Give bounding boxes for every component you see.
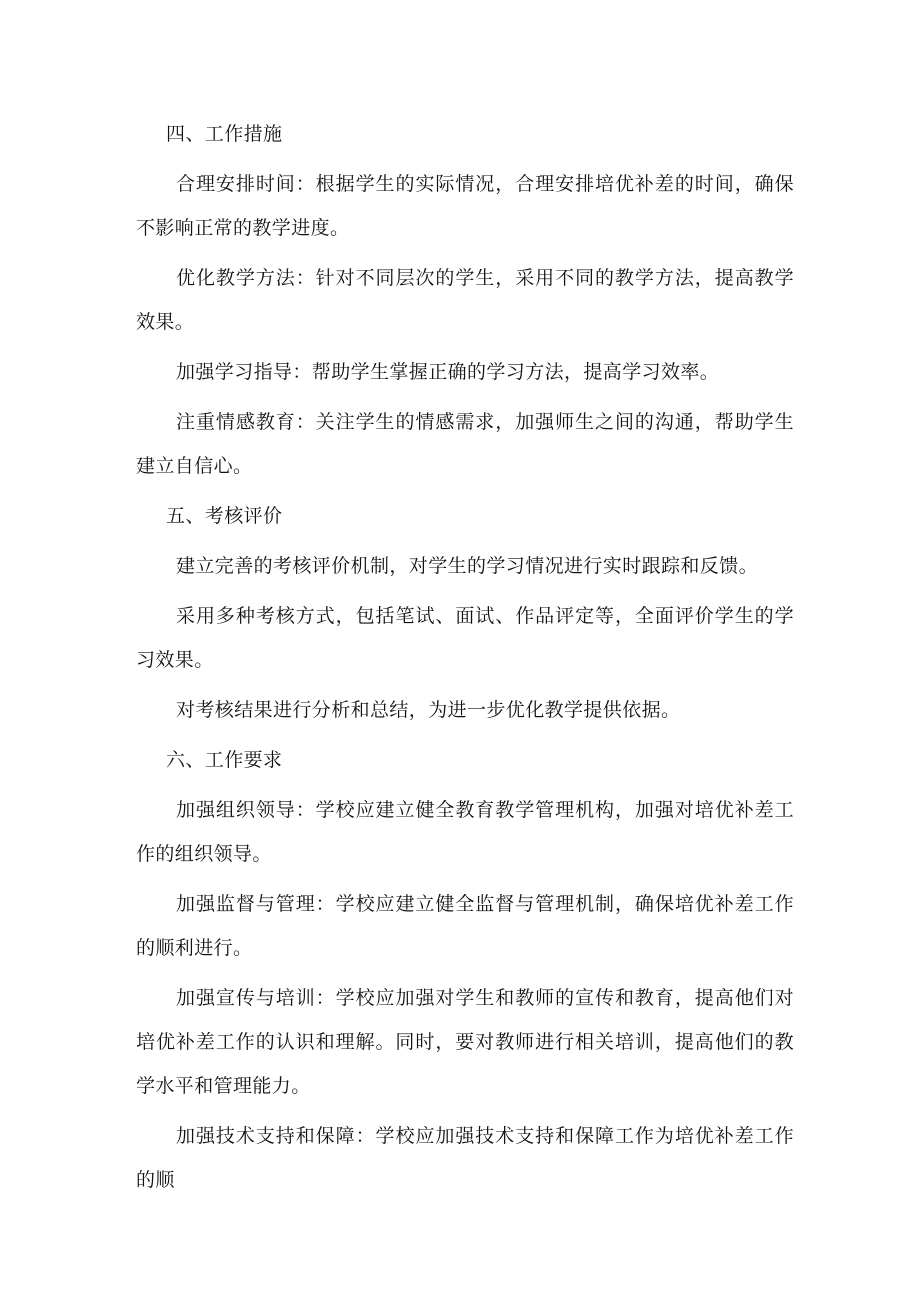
paragraph-assessment-mechanism: 建立完善的考核评价机制，对学生的学习情况进行实时跟踪和反馈。 (176, 555, 759, 577)
section-heading-assessment: 五、考核评价 (166, 505, 283, 527)
paragraph-learning-guidance: 加强学习指导：帮助学生掌握正确的学习方法，提高学习效率。 (176, 361, 720, 383)
section-heading-work-measures: 四、工作措施 (166, 123, 283, 145)
paragraph-teaching-methods: 优化教学方法：针对不同层次的学生，采用不同的教学方法，提高教学效果。 (136, 267, 794, 333)
paragraph-supervision-management: 加强监督与管理：学校应建立健全监督与管理机制，确保培优补差工作的顺利进行。 (136, 893, 794, 959)
paragraph-time-arrangement: 合理安排时间：根据学生的实际情况，合理安排培优补差的时间，确保不影响正常的教学进度。 (136, 173, 794, 239)
paragraph-assessment-analysis: 对考核结果进行分析和总结，为进一步优化教学提供依据。 (176, 699, 681, 721)
document-body (136, 112, 794, 1208)
paragraph-assessment-methods: 采用多种考核方式，包括笔试、面试、作品评定等，全面评价学生的学习效果。 (136, 605, 794, 671)
paragraph-technical-support: 加强技术支持和保障：学校应加强技术支持和保障工作为培优补差工作的顺 (136, 1125, 794, 1191)
section-heading-work-requirements: 六、工作要求 (166, 749, 283, 771)
paragraph-organization-leadership: 加强组织领导：学校应建立健全教育教学管理机构，加强对培优补差工作的组织领导。 (136, 799, 794, 865)
paragraph-emotional-education: 注重情感教育：关注学生的情感需求，加强师生之间的沟通，帮助学生建立自信心。 (136, 411, 794, 477)
paragraph-publicity-training: 加强宣传与培训：学校应加强对学生和教师的宣传和教育，提高他们对培优补差工作的认识和理解。同时，要对教师进行相关培训，提高他们的教学水平和管理能力。 (136, 987, 794, 1097)
